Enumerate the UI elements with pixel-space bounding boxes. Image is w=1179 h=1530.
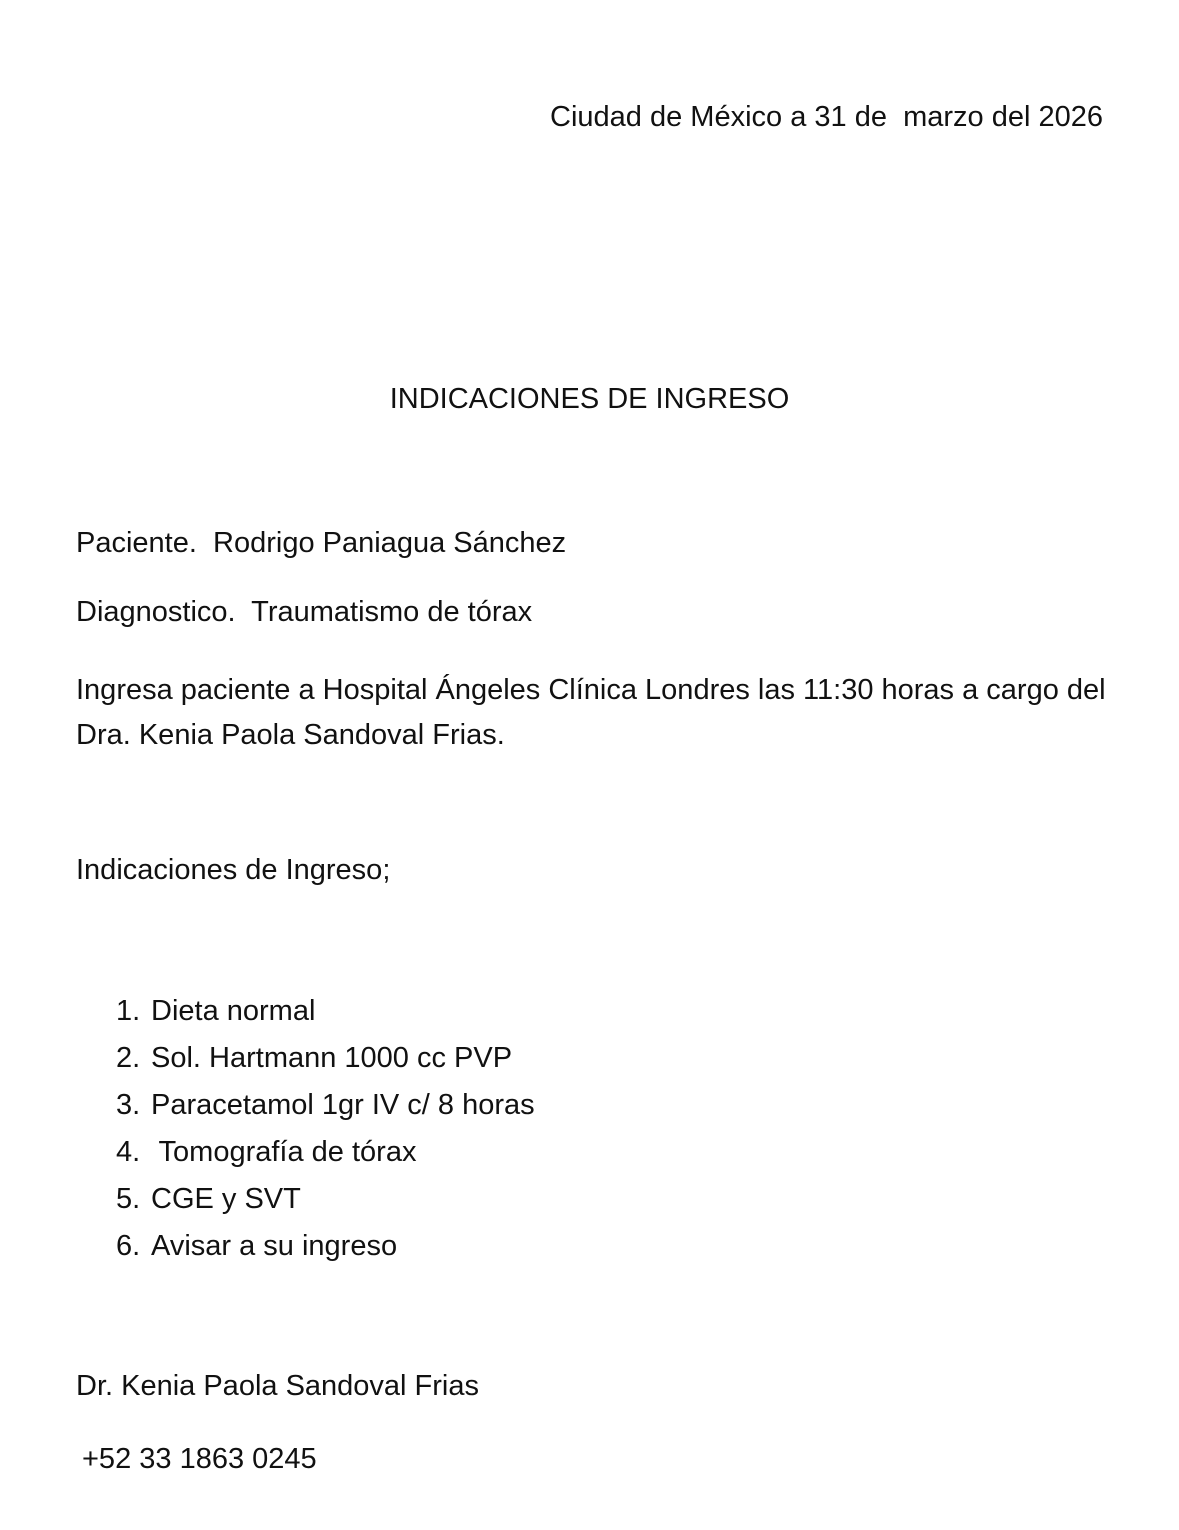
signature-name: Dr. Kenia Paola Sandoval Frias: [76, 1370, 479, 1402]
list-item-number: 4.: [116, 1136, 141, 1168]
list-item: [116, 1041, 535, 1088]
instructions-heading: Indicaciones de Ingreso;: [76, 854, 391, 886]
date-line: Ciudad de México a 31 de marzo del 2026: [550, 101, 1103, 133]
list-item-text: Avisar a su ingreso: [151, 1230, 398, 1262]
list-item: [116, 994, 535, 1041]
list-item-text: CGE y SVT: [151, 1183, 301, 1215]
diagnosis-line: Diagnostico. Traumatismo de tórax: [76, 596, 533, 628]
list-item-number: 5.: [116, 1183, 141, 1215]
document-title: INDICACIONES DE INGRESO: [389, 383, 790, 415]
list-item: [116, 1135, 535, 1182]
list-item-number: 1.: [116, 995, 141, 1027]
list-item-number: 6.: [116, 1230, 141, 1262]
admission-paragraph: Ingresa paciente a Hospital Ángeles Clínica Londres las 11:30 horas a cargo del Dra. Kenia Paola Sandoval Frias.: [76, 674, 1106, 751]
patient-line: Paciente. Rodrigo Paniagua Sánchez: [76, 527, 567, 559]
list-item: [116, 1229, 535, 1276]
list-item: [116, 1088, 535, 1135]
list-item-number: 2.: [116, 1042, 141, 1074]
list-item-text: Sol. Hartmann 1000 cc PVP: [151, 1042, 513, 1074]
list-item-number: 3.: [116, 1089, 141, 1121]
signature-phone: +52 33 1863 0245: [82, 1443, 317, 1475]
list-item-text: Tomografía de tórax: [151, 1136, 417, 1168]
list-item-text: Dieta normal: [151, 995, 316, 1027]
list-item-text: Paracetamol 1gr IV c/ 8 horas: [151, 1089, 535, 1121]
list-item: [116, 1182, 535, 1229]
instructions-list: [116, 994, 535, 1276]
